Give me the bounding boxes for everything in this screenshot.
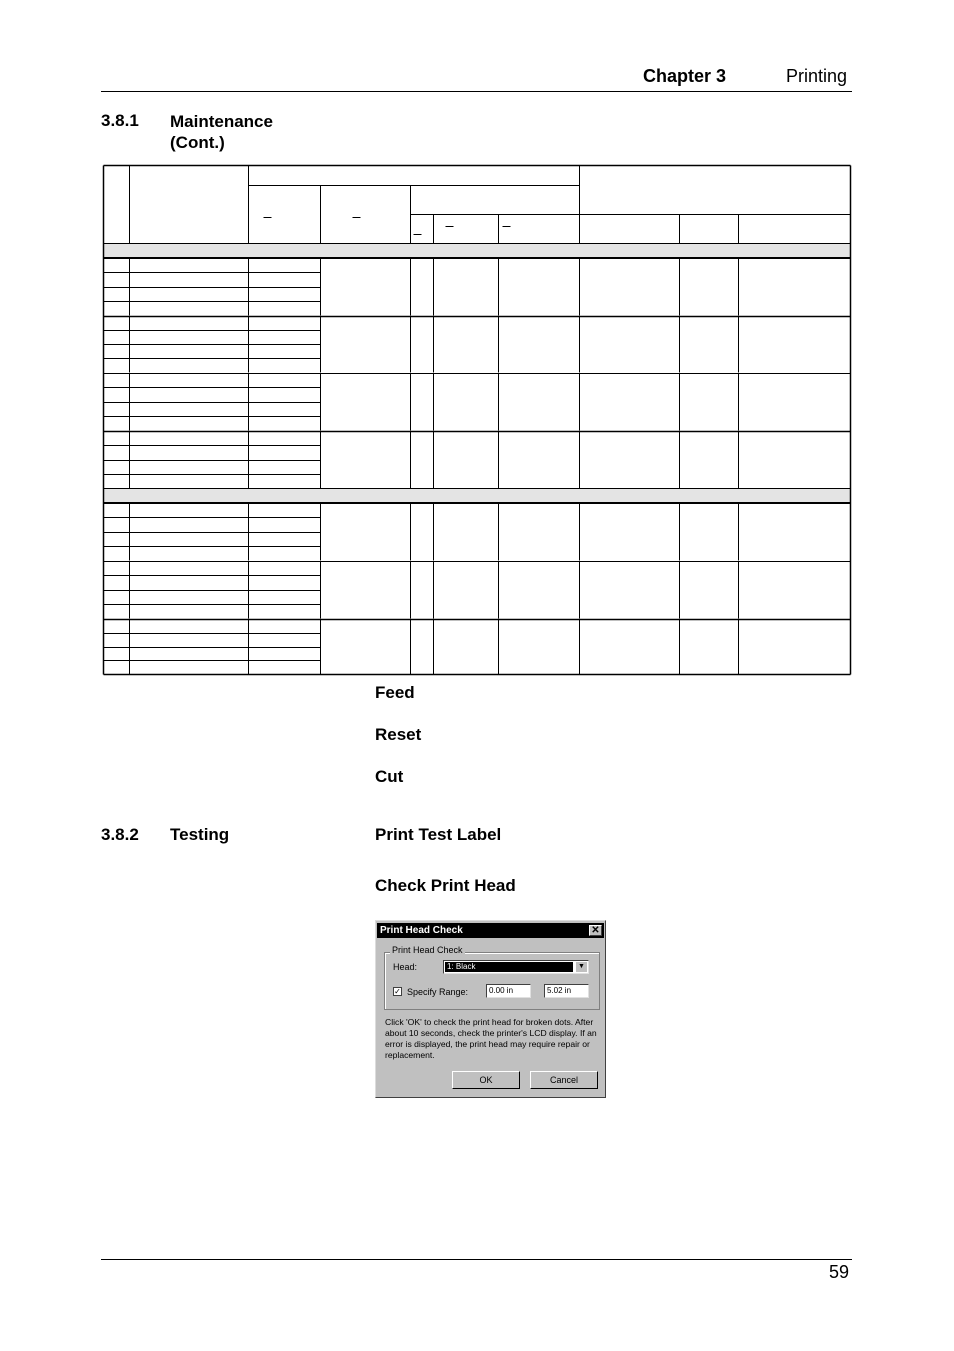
head-select[interactable] xyxy=(443,960,589,974)
group-box-label: Print Head Check xyxy=(392,945,463,955)
range-end-input[interactable]: 5.02 in xyxy=(544,984,589,998)
item-cut: Cut xyxy=(375,767,404,786)
section-title-line2: (Cont.) xyxy=(170,133,225,152)
cancel-button[interactable]: Cancel xyxy=(530,1071,598,1089)
section-number-testing: 3.8.2 xyxy=(101,825,139,844)
section-title-testing: Testing xyxy=(170,825,230,844)
item-feed: Feed xyxy=(375,683,415,702)
item-reset: Reset xyxy=(375,725,422,744)
dialog-message: Click 'OK' to check the print head for broken dots. After about 10 seconds, check the printer's LCD display. If an error is displayed, the print head may require repair or replacement. xyxy=(385,1017,597,1060)
item-print-test-label: Print Test Label xyxy=(375,825,502,844)
specify-range-label: Specify Range: xyxy=(407,987,469,997)
table-shaded-band xyxy=(104,489,851,503)
specify-range-checkbox[interactable]: ✓ xyxy=(394,987,401,996)
chapter-title: Printing xyxy=(786,66,848,86)
head-select-value: 1: Black xyxy=(445,962,573,972)
footer-rule xyxy=(101,1259,852,1260)
item-check-print-head: Check Print Head xyxy=(375,876,516,895)
chevron-down-icon[interactable]: ▼ xyxy=(576,962,587,972)
head-label: Head: xyxy=(393,962,418,972)
page-number: 59 xyxy=(829,1262,850,1282)
dialog-titlebar xyxy=(377,923,604,938)
table-shaded-band xyxy=(104,244,851,258)
close-icon[interactable]: ✕ xyxy=(589,925,602,936)
chapter-label: Chapter 3 xyxy=(643,66,727,86)
print-head-check-dialog xyxy=(375,920,606,1098)
dialog-title: Print Head Check xyxy=(380,925,463,936)
ok-button[interactable]: OK xyxy=(452,1071,520,1089)
section-title-line1: Maintenance xyxy=(170,112,273,131)
section-number: 3.8.1 xyxy=(101,111,139,130)
range-start-input[interactable]: 0.00 in xyxy=(486,984,531,998)
